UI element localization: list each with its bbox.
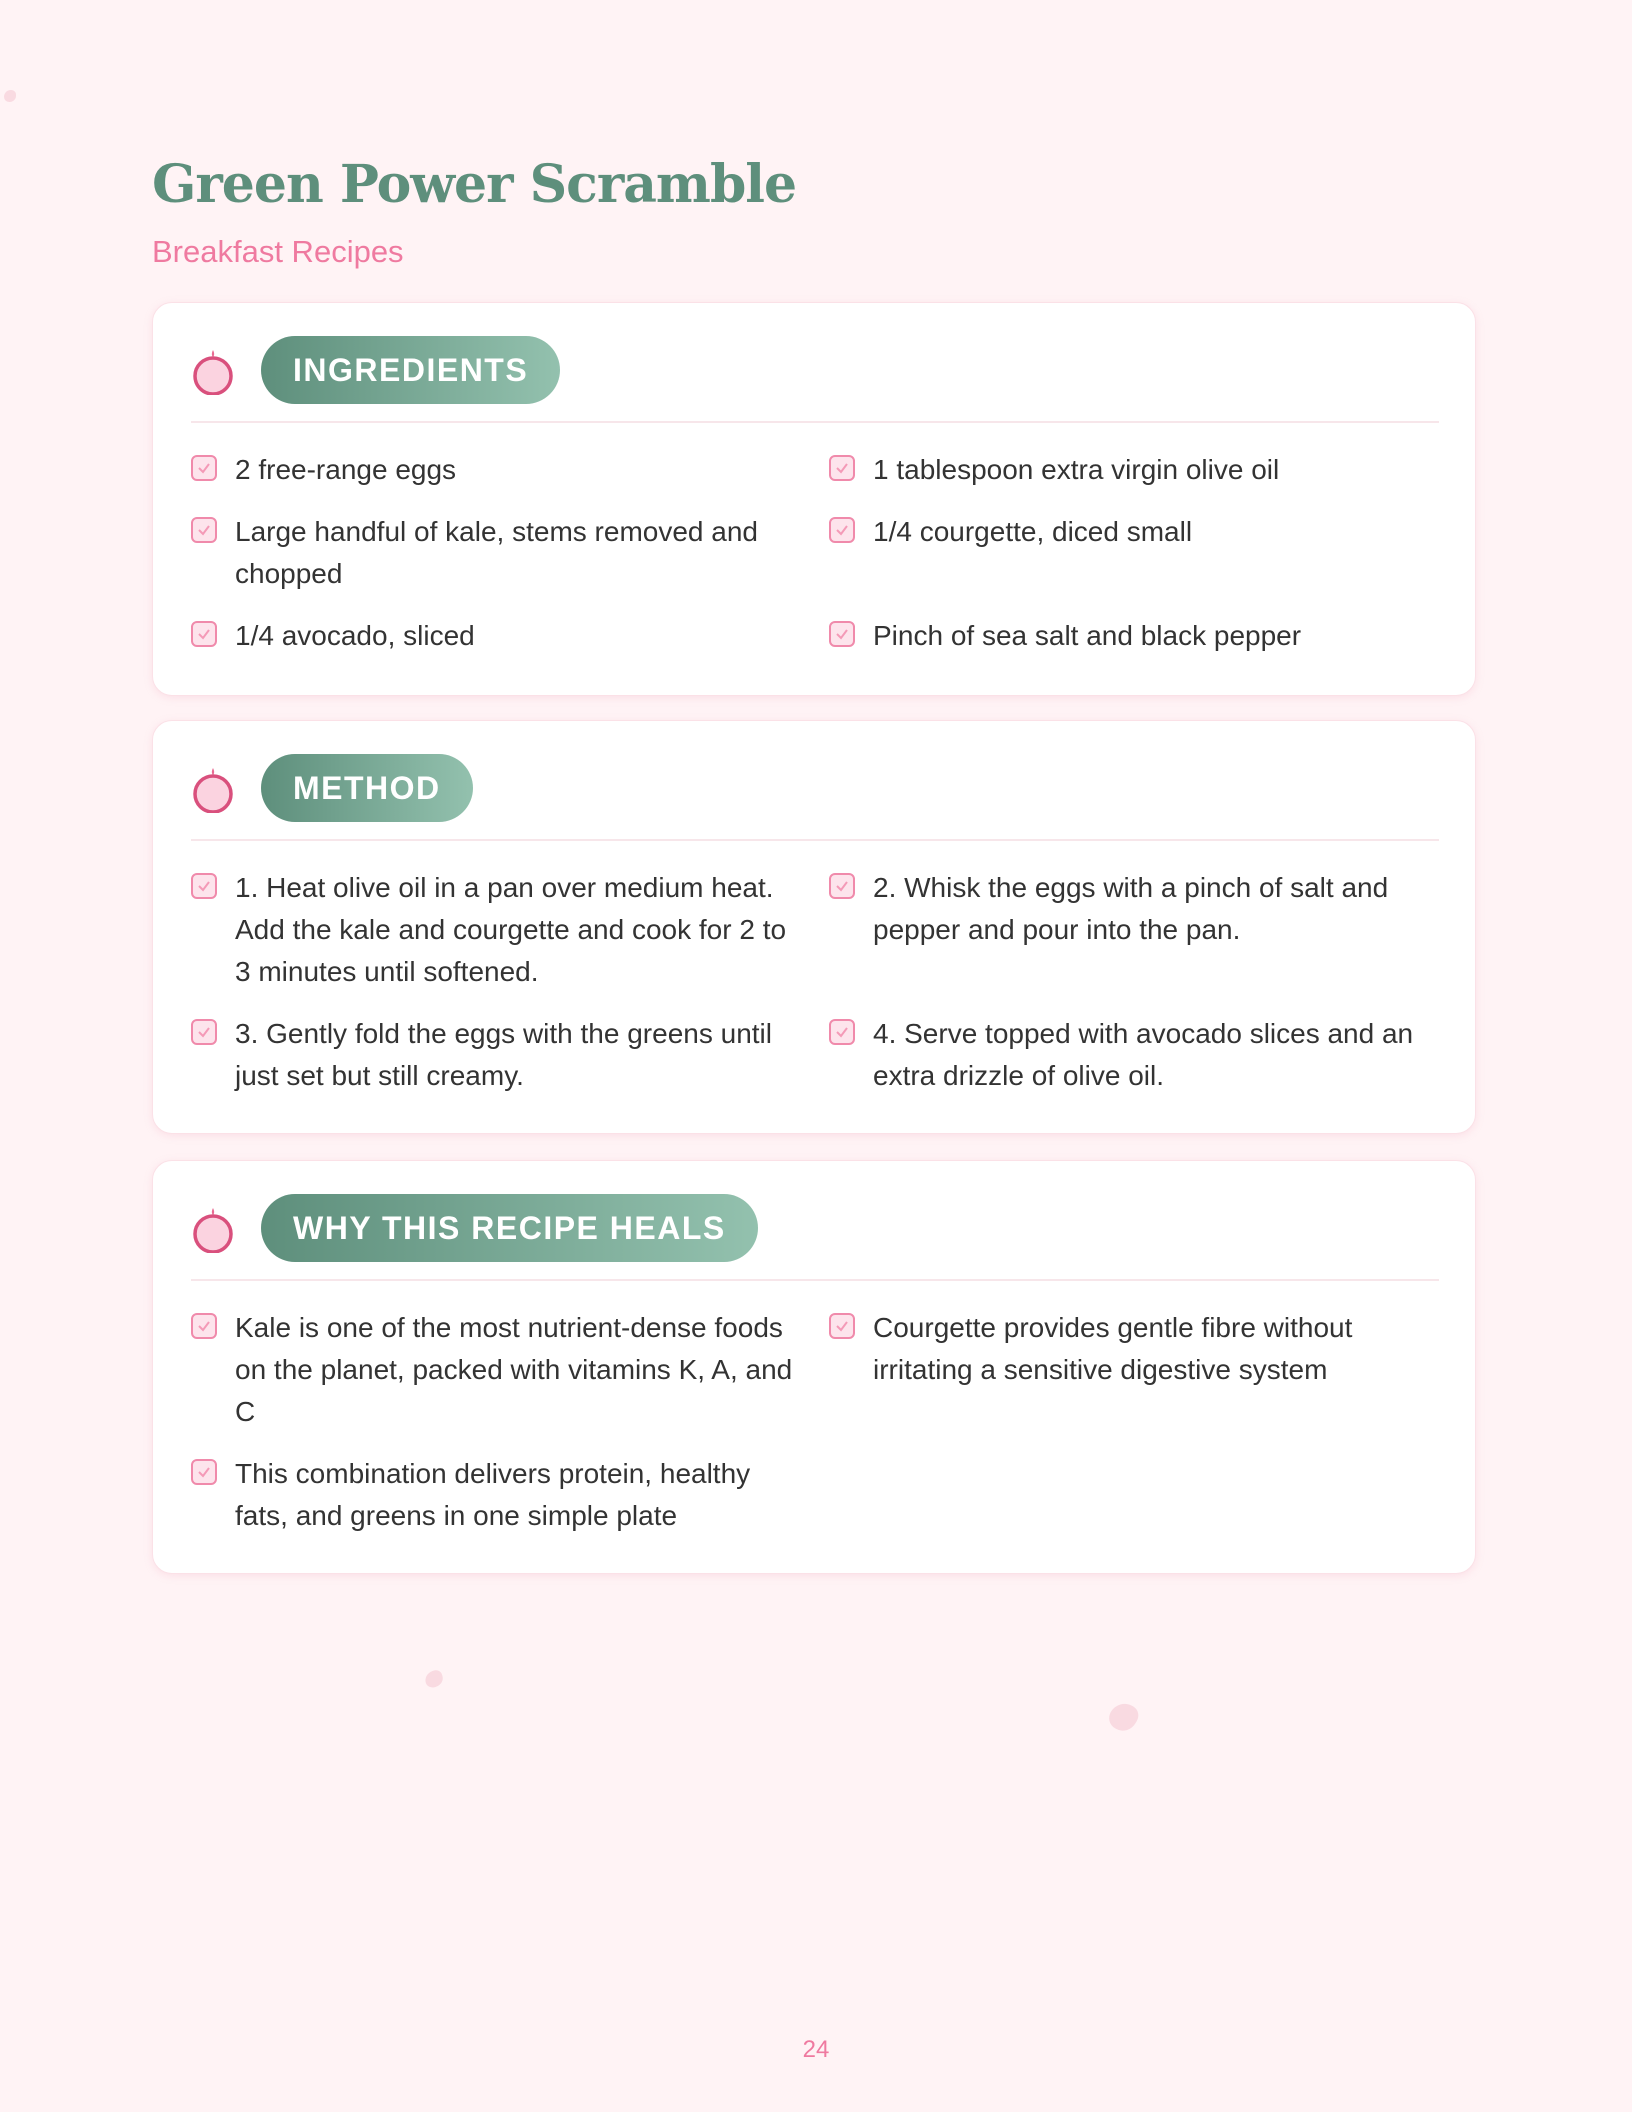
list-item-text: Courgette provides gentle fibre without irritating a sensitive digestive system bbox=[873, 1312, 1353, 1385]
recipe-page bbox=[152, 150, 1478, 1531]
list-item-text: 4. Serve topped with avocado slices and an extra drizzle of olive oil. bbox=[873, 1018, 1414, 1091]
checkbox-icon[interactable] bbox=[829, 873, 855, 899]
checkbox-icon[interactable] bbox=[829, 455, 855, 481]
list-item bbox=[829, 615, 1441, 657]
section-heading: WHY THIS RECIPE HEALS bbox=[261, 1194, 758, 1262]
list-item-text: Large handful of kale, stems removed and chopped bbox=[235, 516, 758, 589]
section-heading: METHOD bbox=[261, 754, 473, 822]
list-item-text: Kale is one of the most nutrient-dense foods on the planet, packed with vitamins K, A, and C bbox=[235, 1312, 793, 1427]
method-header bbox=[191, 753, 473, 823]
onion-icon bbox=[191, 345, 235, 395]
checkbox-icon[interactable] bbox=[191, 1313, 217, 1339]
list-item bbox=[191, 867, 809, 993]
list-item bbox=[191, 511, 809, 595]
list-item bbox=[191, 615, 809, 657]
checkbox-icon[interactable] bbox=[829, 517, 855, 543]
list-item bbox=[191, 1013, 809, 1097]
list-item-text: This combination delivers protein, healthy fats, and greens in one simple plate bbox=[235, 1458, 751, 1531]
page-title: Green Power Scramble bbox=[152, 154, 797, 215]
list-item-text: 3. Gently fold the eggs with the greens until just set but still creamy. bbox=[235, 1018, 772, 1091]
decorative-petal bbox=[4, 90, 16, 102]
checkbox-icon[interactable] bbox=[191, 873, 217, 899]
list-item-text: 2 free-range eggs bbox=[235, 454, 457, 485]
list-item bbox=[829, 449, 1441, 491]
list-item-text: Pinch of sea salt and black pepper bbox=[873, 620, 1302, 651]
checkbox-icon[interactable] bbox=[191, 1019, 217, 1045]
checkbox-icon[interactable] bbox=[191, 517, 217, 543]
benefits-list bbox=[191, 1307, 1441, 1537]
list-item bbox=[829, 1307, 1441, 1433]
list-item bbox=[829, 1013, 1441, 1097]
ingredients-card bbox=[152, 302, 1476, 696]
list-item-text: 1 tablespoon extra virgin olive oil bbox=[873, 454, 1280, 485]
list-item-text: 1/4 avocado, sliced bbox=[235, 620, 475, 651]
checkbox-icon[interactable] bbox=[829, 621, 855, 647]
section-heading: INGREDIENTS bbox=[261, 336, 560, 404]
list-item-text: 2. Whisk the eggs with a pinch of salt and pepper and pour into the pan. bbox=[873, 872, 1389, 945]
list-item bbox=[191, 1307, 809, 1433]
onion-icon bbox=[191, 763, 235, 813]
list-item bbox=[191, 1453, 809, 1537]
method-card bbox=[152, 720, 1476, 1134]
decorative-petal bbox=[423, 1668, 445, 1689]
list-item bbox=[191, 449, 809, 491]
decorative-petal bbox=[1105, 1698, 1142, 1736]
benefits-header bbox=[191, 1193, 758, 1263]
checkbox-icon[interactable] bbox=[191, 455, 217, 481]
onion-icon bbox=[191, 1203, 235, 1253]
list-item-text: 1. Heat olive oil in a pan over medium heat. Add the kale and courgette and cook for 2 to 3 minutes until softened. bbox=[235, 872, 787, 987]
checkbox-icon[interactable] bbox=[829, 1313, 855, 1339]
benefits-card bbox=[152, 1160, 1476, 1574]
list-item bbox=[829, 511, 1441, 595]
page-subtitle: Breakfast Recipes bbox=[152, 234, 404, 269]
method-list bbox=[191, 867, 1441, 1097]
checkbox-icon[interactable] bbox=[191, 621, 217, 647]
checkbox-icon[interactable] bbox=[829, 1019, 855, 1045]
section-divider bbox=[191, 1279, 1439, 1281]
ingredients-header bbox=[191, 335, 560, 405]
list-item bbox=[829, 867, 1441, 993]
section-divider bbox=[191, 839, 1439, 841]
page-number: 24 bbox=[802, 2036, 830, 2063]
list-item-text: 1/4 courgette, diced small bbox=[873, 516, 1193, 547]
checkbox-icon[interactable] bbox=[191, 1459, 217, 1485]
ingredients-list bbox=[191, 449, 1441, 657]
section-divider bbox=[191, 421, 1439, 423]
